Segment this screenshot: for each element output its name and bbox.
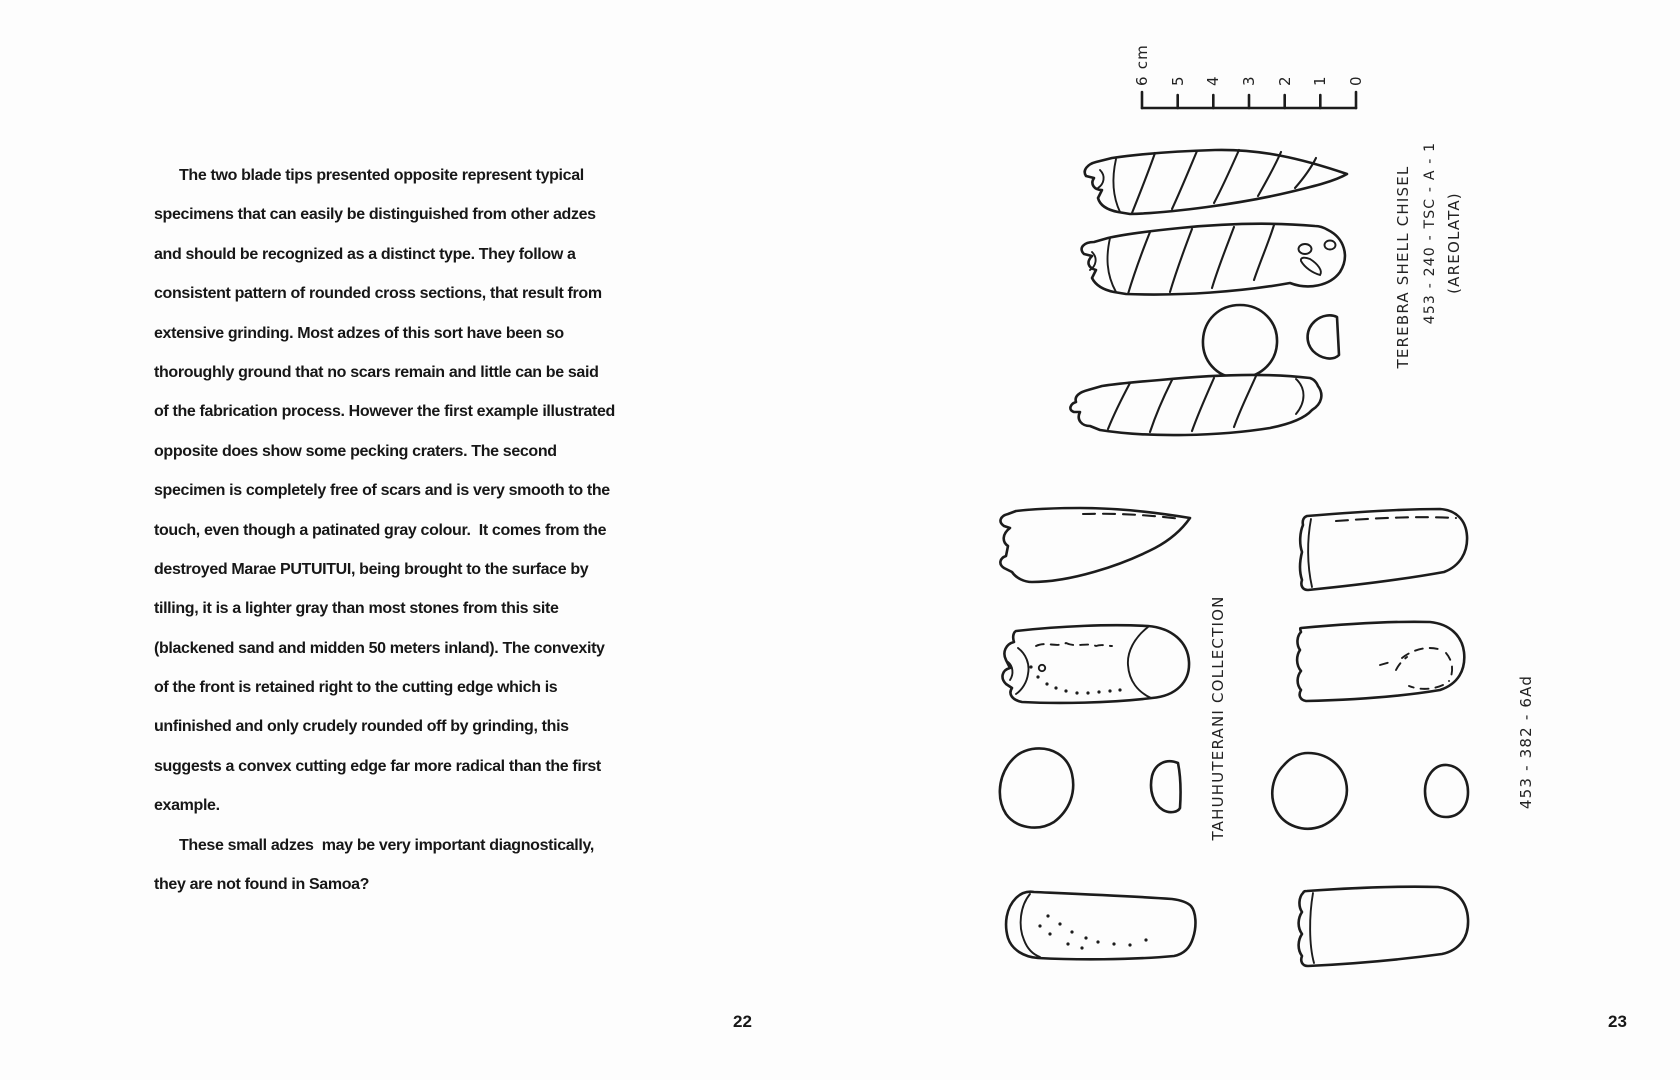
cross-section-small xyxy=(1151,761,1181,812)
text-line: thoroughly ground that no scars remain and little can be said xyxy=(154,363,599,381)
text-line: suggests a convex cutting edge far more radical than the first xyxy=(154,757,601,775)
figure-adze-cross-sections-left xyxy=(1000,748,1181,827)
text-line: specimen is completely free of scars and is very smooth to the xyxy=(154,482,610,500)
scale-label-4: 4 xyxy=(1204,75,1222,86)
text-line: of the front is retained right to the cutting edge which is xyxy=(154,679,558,697)
text-line: The two blade tips presented opposite represent typical xyxy=(179,167,584,184)
figure-shell-cross-sections xyxy=(1203,305,1339,378)
cross-section-large xyxy=(1272,753,1347,829)
figure-terebra-chisel-3 xyxy=(1070,375,1321,435)
cross-section-round xyxy=(1203,305,1277,378)
catalog-label: 453 - 382 - 6Ad xyxy=(1517,674,1535,810)
text-line: specimens that can easily be distinguished from other adzes xyxy=(154,206,596,224)
text-line: These small adzes may be very important diagnostically, xyxy=(179,836,594,854)
specimen-label-catalog: 453 - 240 - TSC - A - 1 xyxy=(1422,141,1438,325)
collection-label: TAHUHUTERANI COLLECTION xyxy=(1209,595,1227,841)
text-line: and should be recognized as a distinct type. They follow a xyxy=(154,245,576,263)
scale-label-2: 2 xyxy=(1276,75,1294,86)
scale-label-1: 1 xyxy=(1311,75,1329,86)
scale-label-5: 5 xyxy=(1169,75,1187,86)
text-line: unfinished and only crudely rounded off by grinding, this xyxy=(154,718,569,736)
text-line: destroyed Marae PUTUITUI, being brought to the surface by xyxy=(154,560,589,578)
text-line: of the fabrication process. However the first example illustrated xyxy=(154,403,615,421)
figure-adze-blade-left-1 xyxy=(1000,508,1190,582)
scale-label-6cm: 6 cm xyxy=(1133,44,1151,86)
scale-bar xyxy=(1133,44,1365,108)
specimen-label xyxy=(1394,142,1463,370)
text-line: touch, even though a patinated gray colour. It comes from the xyxy=(154,521,607,539)
cross-section-small xyxy=(1425,765,1468,817)
text-line: consistent pattern of rounded cross sections, that result from xyxy=(154,285,602,303)
cross-section-large xyxy=(1000,748,1073,827)
page-number-left: 22 xyxy=(733,1012,752,1031)
specimen-label-species: (AREOLATA) xyxy=(1445,192,1463,294)
text-line: they are not found in Samoa? xyxy=(154,876,370,894)
text-line: extensive grinding. Most adzes of this sort have been so xyxy=(154,324,564,342)
scale-label-3: 3 xyxy=(1240,75,1258,86)
text-line: (blackened sand and midden 50 meters inland). The convexity xyxy=(154,639,605,657)
figure-adze-blade-right-1 xyxy=(1300,509,1467,590)
figure-terebra-chisel-2 xyxy=(1082,224,1345,295)
text-line: example. xyxy=(154,797,220,815)
specimen-label-name: TEREBRA SHELL CHISEL xyxy=(1394,165,1412,369)
figure-terebra-chisel-1 xyxy=(1085,150,1347,214)
figure-adze-cross-sections-right xyxy=(1272,753,1468,829)
figure-adze-blade-right-2 xyxy=(1297,622,1464,701)
scale-label-0: 0 xyxy=(1347,75,1365,86)
figure-adze-blade-left-3 xyxy=(1006,892,1195,960)
figure-adze-blade-left-2 xyxy=(1003,625,1190,703)
text-line: tilling, it is a lighter gray than most stones from this site xyxy=(154,600,559,618)
figure-adze-blade-right-3 xyxy=(1299,887,1468,966)
page-number-right: 23 xyxy=(1608,1012,1627,1031)
cross-section-half-round xyxy=(1308,315,1339,358)
text-line: opposite does show some pecking craters. The second xyxy=(154,442,557,460)
